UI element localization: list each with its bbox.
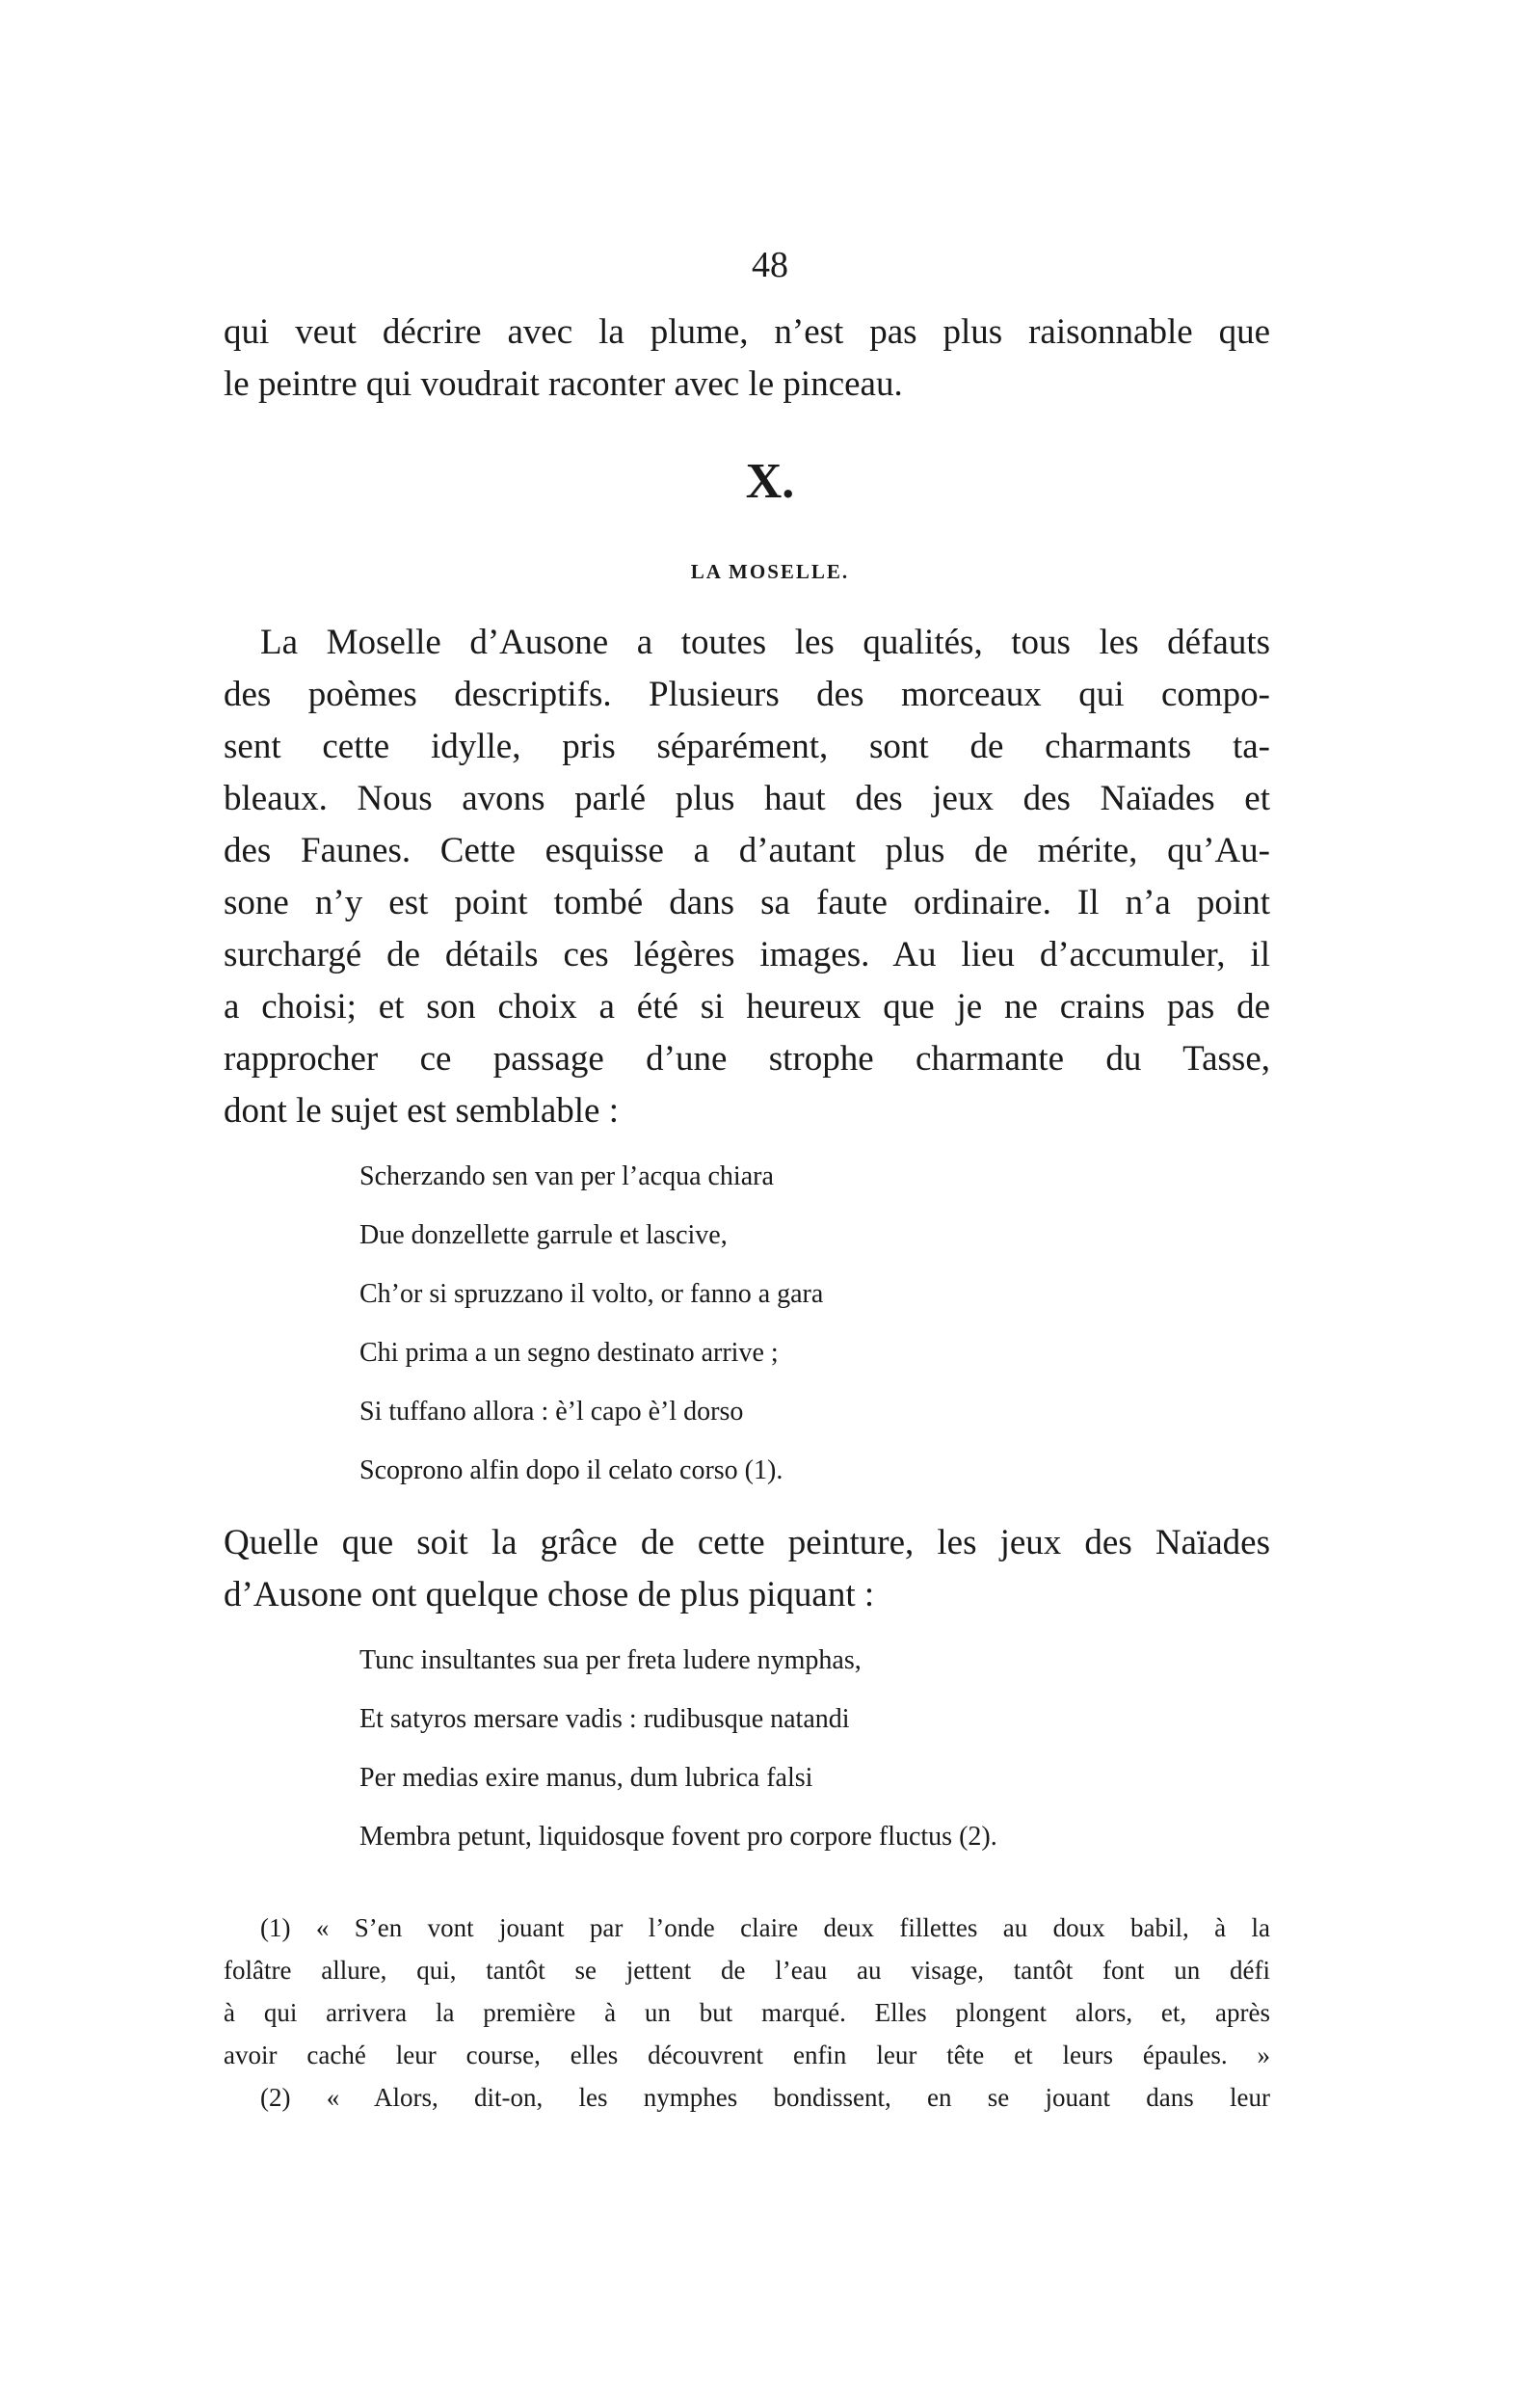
- text-line: des poèmes descriptifs. Plusieurs des morceaux qui compo-: [224, 675, 1270, 714]
- footnotes: [224, 1907, 1270, 2119]
- verse-line: Si tuffano allora : è’l capo è’l dorso: [359, 1397, 744, 1427]
- text-line: sent cette idylle, pris séparément, sont de charmants ta-: [224, 727, 1270, 766]
- text-line: a choisi; et son choix a été si heureux que je ne crains pas de: [224, 987, 1270, 1027]
- verse-line: Membra petunt, liquidosque fovent pro corpore fluctus (2).: [359, 1822, 997, 1852]
- text-line: surchargé de détails ces légères images. Au lieu d’accumuler, il: [224, 935, 1270, 974]
- text-line: d’Ausone ont quelque chose de plus piquant :: [224, 1575, 875, 1614]
- verse-line: Scherzando sen van per l’acqua chiara: [359, 1161, 774, 1191]
- footnote-line: avoir caché leur course, elles découvrent enfin leur tête et leurs épaules. »: [224, 2041, 1270, 2069]
- text-line: rapprocher ce passage d’une strophe charmante du Tasse,: [224, 1039, 1270, 1079]
- text-line: sone n’y est point tombé dans sa faute ordinaire. Il n’a point: [224, 883, 1270, 922]
- page-number: 48: [752, 245, 788, 285]
- text-line: qui veut décrire avec la plume, n’est pas plus raisonnable que: [224, 312, 1270, 352]
- footnote-line: (2) « Alors, dit-on, les nymphes bondissent, en se jouant dans leur: [260, 2083, 1270, 2112]
- text-line: des Faunes. Cette esquisse a d’autant plus de mérite, qu’Au-: [224, 831, 1270, 870]
- ausonius-verse: [359, 1631, 1285, 1866]
- paragraph-moselle: [224, 617, 1270, 1137]
- verse-line: Ch’or si spruzzano il volto, or fanno a gara: [359, 1279, 824, 1309]
- text-line: dont le sujet est semblable :: [224, 1091, 619, 1131]
- text-line: Quelle que soit la grâce de cette peinture, les jeux des Naïades: [224, 1523, 1270, 1562]
- verse-line: Chi prima a un segno destinato arrive ;: [359, 1338, 779, 1368]
- verse-line: Due donzellette garrule et lascive,: [359, 1220, 728, 1250]
- text-line: le peintre qui voudrait raconter avec le pinceau.: [224, 364, 903, 404]
- verse-line: Tunc insultantes sua per freta ludere nymphas,: [359, 1645, 862, 1675]
- tasso-verse: [359, 1147, 1285, 1500]
- footnote-line: (1) « S’en vont jouant par l’onde claire deux fillettes au doux babil, à la: [260, 1913, 1270, 1942]
- text-line: La Moselle d’Ausone a toutes les qualités, tous les défauts: [260, 623, 1270, 662]
- text-line: bleaux. Nous avons parlé plus haut des jeux des Naïades et: [224, 779, 1270, 818]
- footnote-line: à qui arrivera la première à un but marqué. Elles plongent alors, et, après: [224, 1998, 1270, 2027]
- chapter-title: LA MOSELLE.: [690, 560, 850, 583]
- verse-line: Per medias exire manus, dum lubrica falsi: [359, 1763, 813, 1793]
- chapter-number: X.: [745, 454, 795, 509]
- footnote-line: folâtre allure, qui, tantôt se jettent de l’eau au visage, tantôt font un défi: [224, 1956, 1270, 1985]
- verse-line: Scoprono alfin dopo il celato corso (1).: [359, 1455, 783, 1485]
- verse-line: Et satyros mersare vadis : rudibusque natandi: [359, 1704, 850, 1734]
- paragraph-comparison: [224, 1517, 1270, 1621]
- intro-text: [224, 307, 1270, 411]
